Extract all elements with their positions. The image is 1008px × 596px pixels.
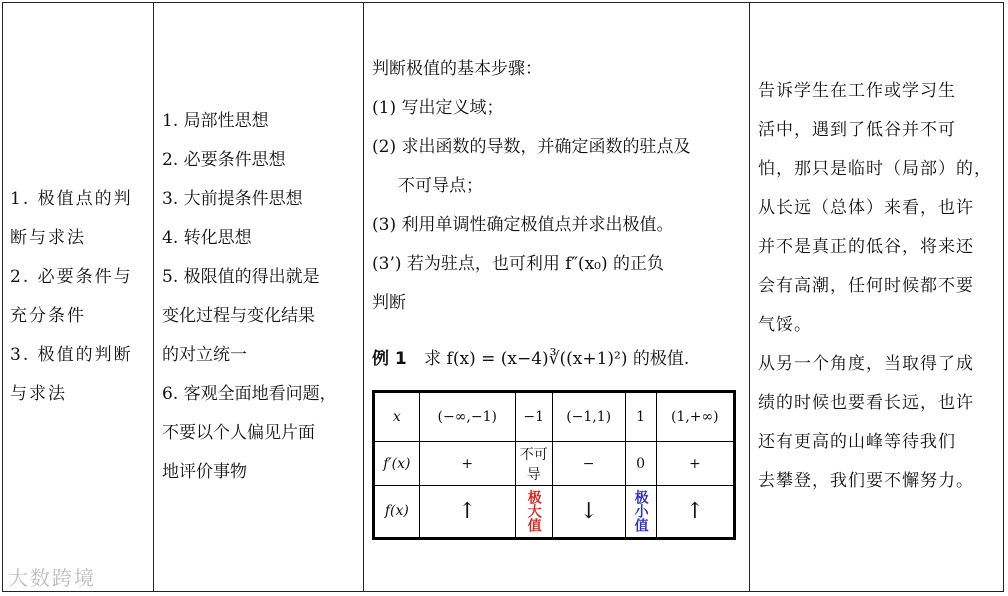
text-line: 不可导点； bbox=[398, 176, 483, 196]
down-arrow-icon: ↓ bbox=[552, 485, 625, 537]
minimum-label: 极小值 bbox=[625, 485, 656, 537]
thinking-column bbox=[162, 102, 360, 492]
text-line: 活中，遇到了低谷并不可 bbox=[758, 120, 956, 140]
maximum-label: 极大值 bbox=[515, 485, 552, 537]
text-line: 6. 客观全面地看问题， bbox=[162, 384, 337, 404]
text-line: 绩的时候也要看长远，也许 bbox=[758, 393, 974, 413]
column-divider-3 bbox=[749, 2, 750, 592]
text-line: 断与求法 bbox=[10, 228, 86, 248]
cell: 1 bbox=[625, 393, 656, 442]
example-formula: 求 f(x) = (x−4)∛((x+1)²) 的极值. bbox=[424, 349, 690, 369]
knowledge-column bbox=[10, 180, 150, 414]
text-line: 判断 bbox=[372, 293, 406, 313]
column-divider-1 bbox=[153, 2, 154, 592]
text-line: 不要以个人偏见片面 bbox=[162, 423, 315, 443]
cell: x bbox=[375, 393, 420, 442]
text-line: 3. 大前提条件思想 bbox=[162, 189, 303, 209]
text-line: 会有高潮，任何时候都不要 bbox=[758, 276, 974, 296]
text-line: (3’) 若为驻点，也可利用 f″(x₀) 的正负 bbox=[372, 254, 665, 274]
up-arrow-icon: ↑ bbox=[656, 485, 733, 537]
column-divider-2 bbox=[363, 2, 364, 592]
text-line: 1. 局部性思想 bbox=[162, 111, 269, 131]
cell: 不可导 bbox=[515, 442, 552, 486]
text-line: 5. 极限值的得出就是 bbox=[162, 267, 320, 287]
text-line: 的对立统一 bbox=[162, 345, 247, 365]
cell: (−∞,−1) bbox=[419, 393, 515, 442]
text-line: 气馁。 bbox=[758, 315, 812, 335]
cell: + bbox=[656, 442, 733, 486]
example-1 bbox=[372, 344, 689, 369]
text-line: 告诉学生在工作或学习生 bbox=[758, 81, 956, 101]
up-arrow-icon: ↑ bbox=[419, 485, 515, 537]
text-line: 还有更高的山峰等待我们 bbox=[758, 432, 956, 452]
text-line: 判断极值的基本步骤： bbox=[372, 59, 542, 79]
text-line: 怕，那只是临时（局部）的， bbox=[758, 159, 992, 179]
text-line: (1) 写出定义域； bbox=[372, 98, 504, 118]
cell: − bbox=[552, 442, 625, 486]
education-column bbox=[758, 72, 998, 501]
cell: f′(x) bbox=[375, 442, 420, 486]
text-line: 并不是真正的低谷，将来还 bbox=[758, 237, 974, 257]
text-line: (3) 利用单调性确定极值点并求出极值。 bbox=[372, 215, 674, 235]
text-line: 2. 必要条件与 bbox=[10, 267, 133, 287]
text-line: 从长远（总体）来看，也许 bbox=[758, 198, 974, 218]
cell: f(x) bbox=[375, 485, 420, 537]
text-line: 去攀登，我们要不懈努力。 bbox=[758, 471, 974, 491]
text-line: 4. 转化思想 bbox=[162, 228, 252, 248]
text-line: 1. 极值点的判 bbox=[10, 189, 133, 209]
extremum-table bbox=[372, 390, 736, 540]
cell: −1 bbox=[515, 393, 552, 442]
method-column bbox=[372, 50, 744, 323]
text-line: 从另一个角度，当取得了成 bbox=[758, 354, 974, 374]
watermark-logo: 大数跨境 bbox=[8, 566, 96, 590]
text-line: (2) 求出函数的导数，并确定函数的驻点及 bbox=[372, 137, 691, 157]
cell: (−1,1) bbox=[552, 393, 625, 442]
text-line: 3. 极值的判断 bbox=[10, 345, 133, 365]
text-line: 变化过程与变化结果 bbox=[162, 306, 315, 326]
cell: 0 bbox=[625, 442, 656, 486]
text-line: 充分条件 bbox=[10, 306, 86, 326]
text-line: 地评价事物 bbox=[162, 462, 247, 482]
example-label: 例 1 bbox=[372, 349, 407, 369]
text-line: 与求法 bbox=[10, 384, 67, 404]
cell: (1,+∞) bbox=[656, 393, 733, 442]
cell: + bbox=[419, 442, 515, 486]
text-line: 2. 必要条件思想 bbox=[162, 150, 286, 170]
